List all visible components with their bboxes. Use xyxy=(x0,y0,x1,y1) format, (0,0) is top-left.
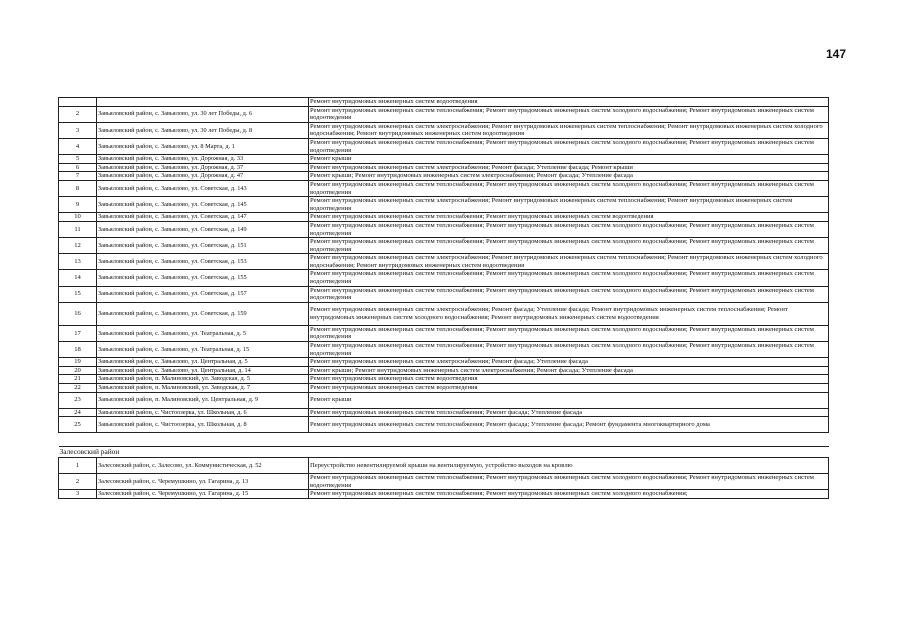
table-row xyxy=(59,342,829,358)
table-row xyxy=(59,270,829,286)
work-type-cell: Ремонт крыши; Ремонт внутридомовых инженерных систем электроснабжения; Ремонт фасада; Утепление фасада xyxy=(309,366,829,375)
work-type-cell: Ремонт внутридомовых инженерных систем электроснабжения; Ремонт фасада; Утепление фасада; Ремонт внутридомовых инженерных систем теплоснабжения; Ремонт внутридомовых инженерных систем холодного водоснабжения; Ремонт внутридомовых инженерных систем водоотведения xyxy=(309,302,829,325)
address-cell: Завьяловский район, с. Завьялово, ул. 8 Марта, д. 1 xyxy=(97,138,309,154)
section-title: Залесовский район xyxy=(59,447,829,458)
table-row xyxy=(59,98,829,107)
row-number xyxy=(59,98,97,107)
table-row xyxy=(59,213,829,222)
row-number: 8 xyxy=(59,180,97,196)
table-row xyxy=(59,384,829,393)
row-number: 11 xyxy=(59,221,97,237)
work-type-cell: Ремонт внутридомовых инженерных систем теплоснабжения; Ремонт фасада; Утепление фасада; Ремонт фундамента многоквартирного дома xyxy=(309,417,829,433)
page-number: 147 xyxy=(825,47,846,61)
address-cell: Залесовский район, с. Черемушкино, ул. Гагарина, д. 13 xyxy=(97,474,309,490)
address-cell: Завьяловский район, с. Завьялово, ул. Центральная, д. 14 xyxy=(97,366,309,375)
table-body-zavyalovsky xyxy=(59,98,829,433)
row-number: 20 xyxy=(59,366,97,375)
table-row xyxy=(59,358,829,367)
row-number: 4 xyxy=(59,138,97,154)
table-row xyxy=(59,197,829,213)
address-cell: Завьяловский район, с. Завьялово, ул. Советская, д. 151 xyxy=(97,238,309,254)
work-type-cell: Ремонт внутридомовых инженерных систем электроснабжения; Ремонт фасада; Утепление фасада xyxy=(309,358,829,367)
work-type-cell: Ремонт внутридомовых инженерных систем теплоснабжения; Ремонт внутридомовых инженерных систем холодного водоснабжения; Ремонт внутридомовых инженерных систем водоотведения xyxy=(309,325,829,341)
row-number: 23 xyxy=(59,392,97,408)
address-cell: Завьяловский район, с. Завьялово, ул. Дорожная, д. 37 xyxy=(97,163,309,172)
table-row xyxy=(59,138,829,154)
work-type-cell: Ремонт внутридомовых инженерных систем электроснабжения; Ремонт внутридомовых инженерных систем теплоснабжения; Ремонт внутридомовых инженерных систем водоотведения xyxy=(309,197,829,213)
table-row xyxy=(59,392,829,408)
address-cell: Завьяловский район, п. Малиновский, ул. Заводская, д. 5 xyxy=(97,375,309,384)
address-cell: Завьяловский район, с. Завьялово, ул. Советская, д. 145 xyxy=(97,197,309,213)
table-row xyxy=(59,221,829,237)
address-cell: Завьяловский район, с. Завьялово, ул. Советская, д. 159 xyxy=(97,302,309,325)
row-number: 6 xyxy=(59,163,97,172)
row-number: 7 xyxy=(59,172,97,181)
table-row xyxy=(59,375,829,384)
row-number: 12 xyxy=(59,238,97,254)
work-type-cell: Ремонт внутридомовых инженерных систем теплоснабжения; Ремонт внутридомовых инженерных систем холодного водоснабжения; Ремонт внутридомовых инженерных систем водоотведения xyxy=(309,474,829,490)
work-type-cell: Ремонт крыши xyxy=(309,155,829,164)
row-number: 9 xyxy=(59,197,97,213)
work-type-cell: Ремонт крыши; Ремонт внутридомовых инженерных систем электроснабжения; Ремонт фасада; Утепление фасада xyxy=(309,172,829,181)
table-row xyxy=(59,417,829,433)
address-cell: Завьяловский район, с. Чистоозерка, ул. Школьная, д. 6 xyxy=(97,408,309,417)
address-cell: Завьяловский район, с. Завьялово, ул. Советская, д. 157 xyxy=(97,286,309,302)
row-number: 19 xyxy=(59,358,97,367)
table-row xyxy=(59,302,829,325)
address-cell: Завьяловский район, с. Завьялово, ул. Советская, д. 153 xyxy=(97,254,309,270)
address-cell: Завьяловский район, п. Малиновский, ул. Заводская, д. 7 xyxy=(97,384,309,393)
table-row xyxy=(59,155,829,164)
table-row xyxy=(59,122,829,138)
address-cell: Завьяловский район, с. Завьялово, ул. Дорожная, д. 47 xyxy=(97,172,309,181)
work-type-cell: Ремонт внутридомовых инженерных систем теплоснабжения; Ремонт внутридомовых инженерных систем холодного водоснабжения; Ремонт внутридомовых инженерных систем водоотведения xyxy=(309,221,829,237)
row-number: 21 xyxy=(59,375,97,384)
work-type-cell: Ремонт внутридомовых инженерных систем водоотведения xyxy=(309,98,829,107)
row-number: 24 xyxy=(59,408,97,417)
row-number: 3 xyxy=(59,490,97,499)
row-number: 25 xyxy=(59,417,97,433)
address-cell: Завьяловский район, с. Завьялово, ул. Советская, д. 149 xyxy=(97,221,309,237)
table-body-zalesovsky xyxy=(59,458,829,499)
work-type-cell: Ремонт внутридомовых инженерных систем теплоснабжения; Ремонт внутридомовых инженерных систем холодного водоснабжения; xyxy=(309,490,829,499)
work-type-cell: Ремонт внутридомовых инженерных систем теплоснабжения; Ремонт внутридомовых инженерных систем холодного водоснабжения; Ремонт внутридомовых инженерных систем водоотведения xyxy=(309,286,829,302)
work-type-cell: Ремонт внутридомовых инженерных систем теплоснабжения; Ремонт внутридомовых инженерных систем водоотведения xyxy=(309,213,829,222)
address-cell: Залесовский район, с. Черемушкино, ул. Гагарина, д. 15 xyxy=(97,490,309,499)
row-number: 16 xyxy=(59,302,97,325)
table-row xyxy=(59,408,829,417)
table-row xyxy=(59,172,829,181)
section-separator xyxy=(59,433,829,458)
address-cell: Завьяловский район, с. Завьялово, ул. Центральная, д. 5 xyxy=(97,358,309,367)
row-number: 22 xyxy=(59,384,97,393)
address-cell: Залесовский район, с. Залесово, ул. Коммунистическая, д. 52 xyxy=(97,458,309,474)
table-row xyxy=(59,474,829,490)
row-number: 14 xyxy=(59,270,97,286)
address-cell: Завьяловский район, с. Завьялово, ул. 30 лет Победы, д. 8 xyxy=(97,122,309,138)
work-type-cell: Ремонт внутридомовых инженерных систем теплоснабжения; Ремонт внутридомовых инженерных систем холодного водоснабжения; Ремонт внутридомовых инженерных систем водоотведения xyxy=(309,342,829,358)
work-type-cell: Ремонт внутридомовых инженерных систем теплоснабжения; Ремонт внутридомовых инженерных систем холодного водоснабжения; Ремонт внутридомовых инженерных систем водоотведения xyxy=(309,238,829,254)
work-type-cell: Ремонт внутридомовых инженерных систем теплоснабжения; Ремонт внутридомовых инженерных систем холодного водоснабжения; Ремонт внутридомовых инженерных систем водоотведения xyxy=(309,106,829,122)
table-row xyxy=(59,490,829,499)
address-cell: Завьяловский район, с. Завьялово, ул. Дорожная, д. 33 xyxy=(97,155,309,164)
work-type-cell: Ремонт внутридомовых инженерных систем электроснабжения; Ремонт внутридомовых инженерных систем теплоснабжения; Ремонт внутридомовых инженерных систем холодного водоснабжения; Ремонт внутридомовых инженерных систем водоотведения xyxy=(309,254,829,270)
address-cell: Завьяловский район, п. Малиновский, ул. Центральная, д. 9 xyxy=(97,392,309,408)
address-cell: Завьяловский район, с. Чистоозерка, ул. Школьная, д. 8 xyxy=(97,417,309,433)
address-cell: Завьяловский район, с. Завьялово, ул. Театральная, д. 5 xyxy=(97,325,309,341)
table-row xyxy=(59,180,829,196)
row-number: 15 xyxy=(59,286,97,302)
work-type-cell: Ремонт внутридомовых инженерных систем электроснабжения; Ремонт фасада; Утепление фасада; Ремонт крыши xyxy=(309,163,829,172)
work-type-cell: Ремонт внутридомовых инженерных систем теплоснабжения; Ремонт фасада; Утепление фасада xyxy=(309,408,829,417)
address-cell: Завьяловский район, с. Завьялово, ул. Театральная, д. 15 xyxy=(97,342,309,358)
table-row xyxy=(59,238,829,254)
work-type-cell: Ремонт внутридомовых инженерных систем теплоснабжения; Ремонт внутридомовых инженерных систем холодного водоснабжения; Ремонт внутридомовых инженерных систем водоотведения xyxy=(309,138,829,154)
table-row xyxy=(59,366,829,375)
table-row xyxy=(59,106,829,122)
row-number: 18 xyxy=(59,342,97,358)
work-type-cell: Ремонт внутридомовых инженерных систем водоотведения xyxy=(309,375,829,384)
address-cell xyxy=(97,98,309,107)
row-number: 2 xyxy=(59,106,97,122)
row-number: 2 xyxy=(59,474,97,490)
row-number: 17 xyxy=(59,325,97,341)
address-cell: Завьяловский район, с. Завьялово, ул. Советская, д. 147 xyxy=(97,213,309,222)
work-type-cell: Ремонт внутридомовых инженерных систем теплоснабжения; Ремонт внутридомовых инженерных систем холодного водоснабжения; Ремонт внутридомовых инженерных систем водоотведения xyxy=(309,180,829,196)
work-type-cell: Ремонт внутридомовых инженерных систем теплоснабжения; Ремонт внутридомовых инженерных систем холодного водоснабжения; Ремонт внутридомовых инженерных систем водоотведения xyxy=(309,270,829,286)
row-number: 13 xyxy=(59,254,97,270)
work-type-cell: Ремонт крыши xyxy=(309,392,829,408)
table-row xyxy=(59,286,829,302)
address-cell: Завьяловский район, с. Завьялово, ул. Советская, д. 143 xyxy=(97,180,309,196)
work-type-cell: Переустройство невентилируемой крыши на вентилируемую, устройство выходов на кровлю xyxy=(309,458,829,474)
work-type-cell: Ремонт внутридомовых инженерных систем электроснабжения; Ремонт внутридомовых инженерных систем теплоснабжения; Ремонт внутридомовых инженерных систем холодного водоснабжения; Ремонт внутридомовых инженерных систем водоотведения xyxy=(309,122,829,138)
table-row xyxy=(59,325,829,341)
repair-table xyxy=(58,97,829,499)
table-row xyxy=(59,163,829,172)
table-row xyxy=(59,458,829,474)
address-cell: Завьяловский район, с. Завьялово, ул. 30 лет Победы, д. 6 xyxy=(97,106,309,122)
row-number: 10 xyxy=(59,213,97,222)
work-type-cell: Ремонт внутридомовых инженерных систем водоотведения xyxy=(309,384,829,393)
row-number: 3 xyxy=(59,122,97,138)
table-row xyxy=(59,254,829,270)
row-number: 5 xyxy=(59,155,97,164)
address-cell: Завьяловский район, с. Завьялово, ул. Советская, д. 155 xyxy=(97,270,309,286)
row-number: 1 xyxy=(59,458,97,474)
